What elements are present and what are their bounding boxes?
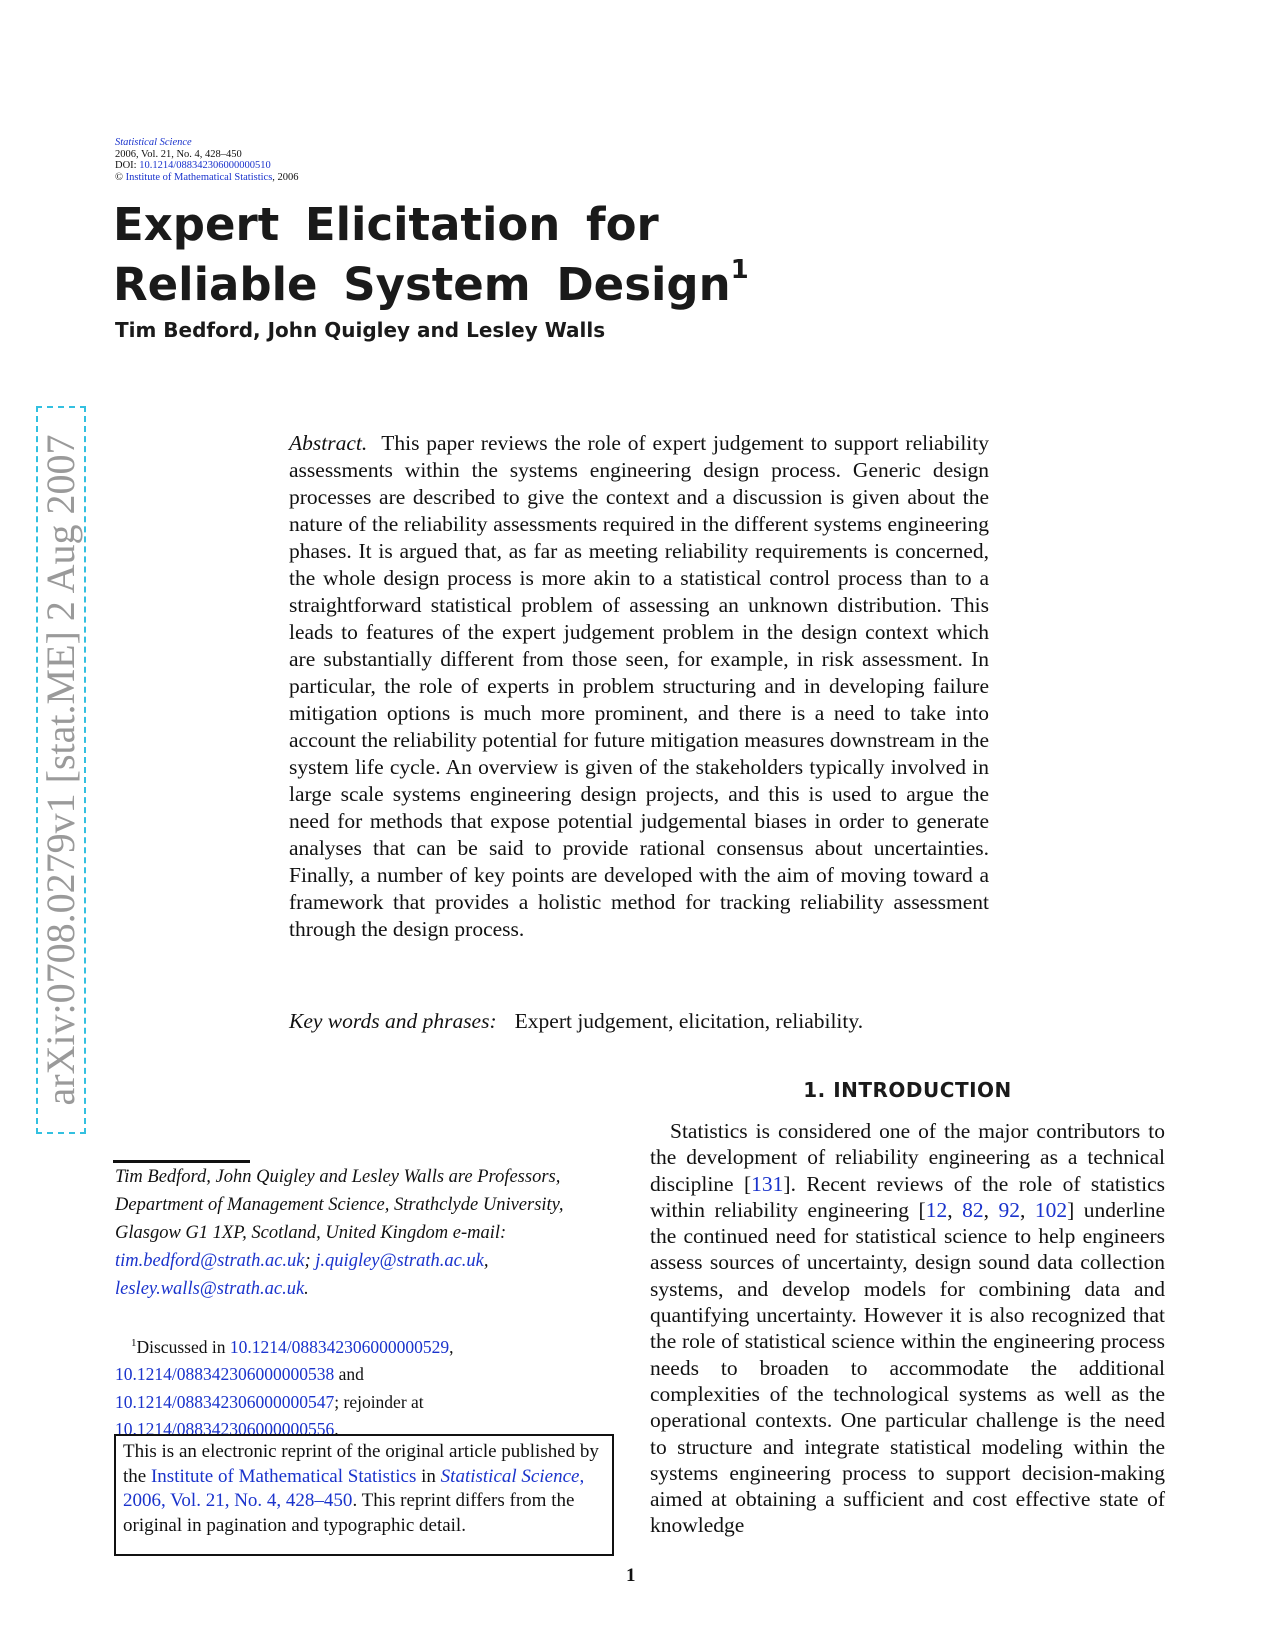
- doi-label: DOI:: [115, 160, 140, 171]
- title-footnote-mark: 1: [730, 255, 749, 285]
- reprint-text: This is an electronic reprint of the original article published by the: [123, 1441, 599, 1487]
- email-separator: ,: [483, 1251, 489, 1271]
- keywords-text: Expert judgement, elicitation, reliability.: [514, 1009, 864, 1033]
- reprint-notice-box: [114, 1434, 614, 1556]
- doi-link[interactable]: 10.1214/088342306000000510: [139, 160, 271, 171]
- citation-link[interactable]: , 2006, Vol. 21, No. 4, 428–450: [123, 1465, 585, 1511]
- copyright-year: , 2006: [272, 171, 299, 183]
- doi-link[interactable]: 10.1214/088342306000000538: [115, 1364, 335, 1385]
- discussion-text: Discussed in: [136, 1336, 230, 1357]
- section-heading-introduction: 1. INTRODUCTION: [803, 1078, 1012, 1102]
- rejoinder-text: ; rejoinder at: [334, 1391, 424, 1412]
- reprint-notice: [123, 1440, 605, 1538]
- keywords-label: Key words and phrases:: [289, 1009, 497, 1033]
- title-text: Expert Elicitation for Reliable System Design: [113, 198, 731, 311]
- copyright-symbol: ©: [115, 171, 123, 183]
- abstract: [289, 430, 989, 943]
- citation-separator: ,: [1020, 1197, 1035, 1222]
- publisher-link[interactable]: Institute of Mathematical Statistics: [150, 1465, 417, 1487]
- citation-separator: ,: [983, 1197, 999, 1222]
- email-link[interactable]: tim.bedford@strath.ac.uk: [115, 1251, 305, 1271]
- reprint-text: in: [416, 1465, 441, 1487]
- keywords: [289, 1008, 989, 1035]
- intro-text: Statistics is considered one of the major contributors to the development of reliability engineering as a technical discipline [: [650, 1119, 1165, 1196]
- citation-link[interactable]: 102: [1034, 1197, 1068, 1222]
- arxiv-identifier-stamp[interactable]: arXiv:0708.0279v1 [stat.ME] 2 Aug 2007: [40, 410, 82, 1130]
- abstract-text: This paper reviews the role of expert judgement to support reliability assessments within the systems engineering design process. Generic design processes are described to give the context and a discussion is given about the nature of the reliability assessments required in the different systems engineering phases. It is argued that, as far as meeting reliability requirements is concerned, the whole design process is more akin to a statistical control process than to a straightforward statistical problem of assessing an unknown distribution. This leads to features of the expert judgement problem in the design context which are substantially different from those seen, for example, in risk assessment. In particular, the role of experts in problem structuring and in developing failure mitigation options is much more prominent, and there is a need to take into account the reliability potential for future mitigation measures downstream in the system life cycle. An overview is given of the stakeholders typically involved in large scale systems engineering design projects, and this is used to argue the need for methods that expose potential judgemental biases in order to generate analyses that can be said to provide rational consensus about uncertainties. Finally, a number of key points are developed with the aim of moving toward a framework that provides a holistic method for tracking reliability assessment through the design process.: [289, 431, 989, 941]
- journal-link[interactable]: Statistical Science: [440, 1465, 580, 1487]
- journal-header: [115, 137, 299, 183]
- abstract-label: Abstract.: [289, 431, 368, 455]
- email-link[interactable]: lesley.walls@strath.ac.uk: [115, 1279, 305, 1299]
- author-affiliation: [115, 1163, 585, 1303]
- discussion-end: .: [334, 1419, 339, 1440]
- affiliation-text: Tim Bedford, John Quigley and Lesley Walls are Professors, Department of Management Science, Strathclyde University, Glasgow G1 1XP, Scotland, United Kingdom e-mail:: [115, 1167, 564, 1243]
- email-link[interactable]: j.quigley@strath.ac.uk: [315, 1251, 484, 1271]
- doi-link[interactable]: 10.1214/088342306000000547: [115, 1391, 335, 1412]
- publisher-link[interactable]: Institute of Mathematical Statistics: [125, 171, 273, 183]
- page-number: 1: [626, 1565, 636, 1586]
- citation-separator: ,: [947, 1197, 963, 1222]
- discussion-footnote: [115, 1330, 635, 1444]
- journal-link[interactable]: Statistical Science: [115, 137, 192, 148]
- citation-link[interactable]: 82: [962, 1197, 984, 1222]
- doi-line: [115, 160, 299, 172]
- doi-link[interactable]: 10.1214/088342306000000529: [229, 1336, 450, 1357]
- footnote-mark: 1: [131, 1337, 137, 1349]
- citation-link[interactable]: 92: [998, 1197, 1020, 1222]
- intro-text: ]. Recent reviews of the role of statistics within reliability engineering [: [650, 1171, 1165, 1222]
- intro-text: ] underline the continued need for statistical science to help engineers assess sources of uncertainty, design sound data collection systems, and develop models for combining data and quantifying uncertainty. However it is also recognized that the role of statistical science within the engineering process needs to broaden to accommodate the additional complexities of the technological systems as well as the operational contexts. One particular challenge is the need to structure and integrate statistical modeling within the systems engineering process to support decision-making aimed at obtaining a sufficient and cost effective state of knowledge: [650, 1197, 1166, 1538]
- copyright-line: [115, 172, 299, 184]
- introduction-paragraph: [650, 1118, 1165, 1539]
- doi-separator: and: [334, 1364, 364, 1385]
- citation-link[interactable]: 131: [751, 1171, 784, 1196]
- doi-separator: ,: [449, 1336, 454, 1357]
- author-list: Tim Bedford, John Quigley and Lesley Walls: [115, 318, 606, 342]
- affiliation-end: .: [304, 1279, 309, 1299]
- volume-info: 2006, Vol. 21, No. 4, 428–450: [115, 148, 242, 160]
- paper-title: [113, 195, 873, 315]
- doi-link[interactable]: 10.1214/088342306000000556: [115, 1419, 335, 1440]
- email-separator: ;: [304, 1251, 316, 1271]
- reprint-text: . This reprint differs from the original in pagination and typographic detail.: [123, 1490, 575, 1536]
- citation-link[interactable]: 12: [925, 1197, 948, 1222]
